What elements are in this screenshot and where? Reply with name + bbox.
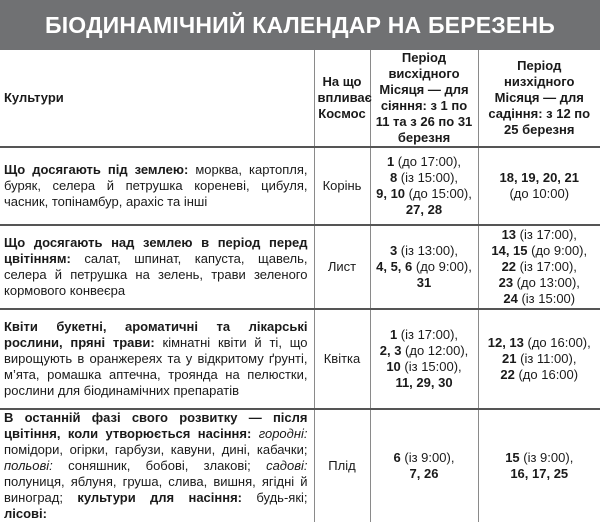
date-line: 13 (із 17:00), [501,227,577,242]
crop-cell [0,309,314,409]
date-line: 4, 5, 6 (до 9:00), [376,259,472,274]
date-line: 14, 15 (до 9:00), [491,243,588,258]
header-descending-moon: Період низхідного Місяця — для садіння: з 12 по 25 березня [478,50,600,147]
descending-dates-cell [478,225,600,309]
crop-subgroup-seed: культури для насіння: [62,490,243,505]
calendar-table [0,50,600,522]
ascending-dates-cell [370,225,478,309]
organ-cell: Лист [314,225,370,309]
date-line: 16, 17, 25 [510,466,569,481]
crop-list: полуниця, яблуня, груша, слива, вишня, ягідні й виноград; [4,474,308,505]
header-crops: Культури [0,50,314,147]
crop-subgroup-forest: лісові: [4,506,47,521]
crop-list: помідори, огірки, гарбузи, кавуни, дині, кабачки; [4,442,308,457]
date-line: 24 (із 15:00) [503,291,576,306]
crop-list: будь-які; [242,490,308,505]
table-row [0,409,600,522]
date-line: 23 (до 13:00), [498,275,580,290]
date-line: 3 (із 13:00), [389,243,459,258]
descending-dates-cell [478,147,600,225]
crop-cell [0,409,314,522]
date-line: (до 10:00) [509,186,570,201]
crop-subgroup-vegetable: городні: [251,426,308,441]
date-line: 31 [416,275,432,290]
table-header-row [0,50,600,147]
crop-group-title: Що досягають над землею в період перед цвітінням: [4,235,308,266]
date-line: 10 (із 15:00), [386,359,462,374]
date-line: 1 (із 17:00), [389,327,459,342]
date-line: 22 (до 16:00) [500,367,579,382]
crop-group-title: Що досягають під землею: [4,162,189,177]
header-cosmos: На що впливає Космос [314,50,370,147]
descending-dates-cell [478,409,600,522]
crop-group-title: В останній фазі свого розвитку — після цвітіння, коли утворюється насіння: [4,410,308,441]
crop-list: морква, картопля, буряк, селера й петрушка кореневі, цибуля, часник, топінамбур, арахіс та інші [4,162,308,209]
crop-subgroup-garden: садові: [250,458,308,473]
date-line: 8 (із 15:00), [389,170,459,185]
date-line: 21 (із 11:00), [502,351,577,366]
ascending-dates-cell [370,409,478,522]
organ-cell: Корінь [314,147,370,225]
date-line: 27, 28 [405,202,443,217]
date-line: 12, 13 (до 16:00), [487,335,591,350]
organ-cell: Плід [314,409,370,522]
date-line: 1 (до 17:00), [386,154,462,169]
date-line: 6 (із 9:00), [393,450,455,465]
crop-cell [0,147,314,225]
table-row [0,309,600,409]
date-line: 2, 3 (до 12:00), [379,343,469,358]
crop-subgroup-field: польові: [4,458,53,473]
crop-list: салат, шпинат, капуста, щавель, селера й петрушка на зелень, трави зеленого кормового конвеєра [4,251,308,298]
ascending-dates-cell [370,309,478,409]
descending-dates-cell [478,309,600,409]
date-line: 9, 10 (до 15:00), [376,186,472,201]
crop-group-title: Квіти букетні, ароматичні та лікарські рослини, пряні трави: [4,319,308,350]
crop-list: соняшник, бобові, злакові; [52,458,251,473]
header-ascending-moon: Період висхідного Місяця — для сіяння: з 1 по 11 та з 26 по 31 березня [370,50,478,147]
date-line: 11, 29, 30 [395,375,453,390]
table-row [0,225,600,309]
date-line: 15 (із 9:00), [505,450,574,465]
ascending-dates-cell [370,147,478,225]
table-row [0,147,600,225]
date-line: 18, 19, 20, 21 [499,170,579,185]
date-line: 7, 26 [409,466,439,481]
crop-cell [0,225,314,309]
crop-list: кімнатні квіти й ті, що вирощують в оранжереях та у відкритому ґрунті, м’ята, ромашка аптечна, троянда на пелюстки, рослини для біодинамічних препаратів [4,335,308,398]
date-line: 22 (із 17:00), [501,259,577,274]
organ-cell: Квітка [314,309,370,409]
page-title: БІОДИНАМІЧНИЙ КАЛЕНДАР НА БЕРЕЗЕНЬ [0,0,600,50]
